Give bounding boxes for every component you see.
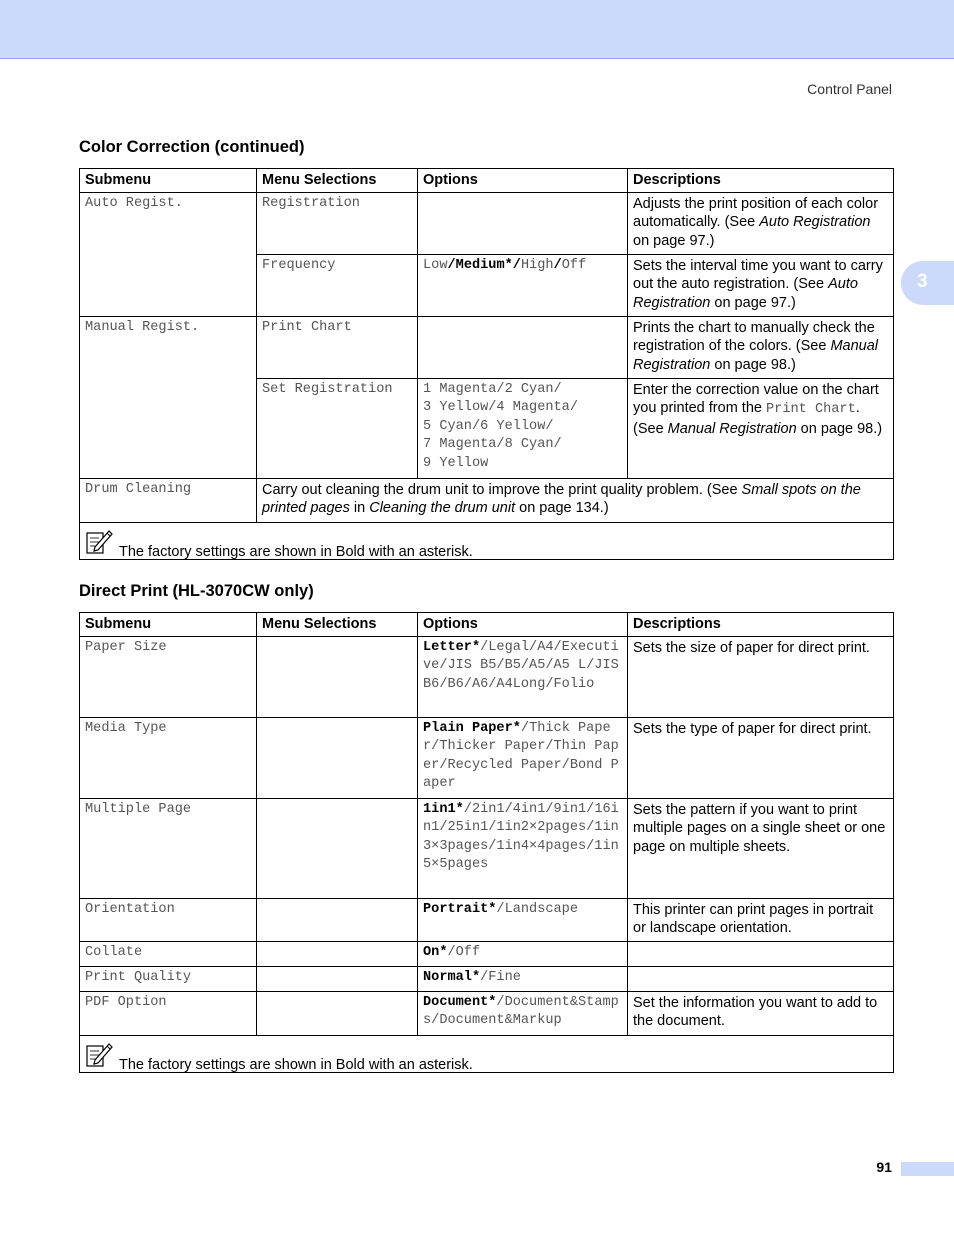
options-cell: Letter*/Legal/A4/Executive/JIS B5/B5/A5/A5 L/JIS B6/B6/A6/A4Long/Folio [418, 636, 628, 717]
chapter-number: 3 [917, 271, 928, 292]
direct-print-table [79, 612, 894, 1073]
options-cell: Plain Paper*/Thick Paper/Thicker Paper/Thin Paper/Recycled Paper/Bond Paper [418, 717, 628, 798]
options-cell [418, 316, 628, 378]
page-number: 91 [876, 1159, 892, 1175]
table-row [80, 941, 894, 966]
note-cell [80, 1035, 894, 1072]
description-cell: Sets the size of paper for direct print. [628, 636, 894, 717]
description-cell [628, 941, 894, 966]
column-header: Descriptions [628, 613, 894, 637]
column-header: Descriptions [628, 169, 894, 193]
table-row [80, 478, 894, 522]
section-title-color-correction: Color Correction (continued) [79, 138, 305, 156]
table-row [80, 898, 894, 941]
table-row [80, 192, 894, 254]
description-cell [628, 966, 894, 991]
description-cell: Prints the chart to manually check the registration of the colors. (See Manual Registration on page 98.) [628, 316, 894, 378]
note-pencil-icon [85, 528, 113, 556]
submenu-cell: Media Type [80, 717, 257, 798]
menu-selection-cell [257, 941, 418, 966]
description-cell: Adjusts the print position of each color automatically. (See Auto Registration on page 97.) [628, 192, 894, 254]
submenu-cell: Print Quality [80, 966, 257, 991]
description-cell: Set the information you want to add to the document. [628, 991, 894, 1035]
options-cell: On*/Off [418, 941, 628, 966]
submenu-cell: Paper Size [80, 636, 257, 717]
top-header-bar [0, 0, 954, 59]
note-cell [80, 522, 894, 559]
menu-selection-cell [257, 966, 418, 991]
options-cell: Normal*/Fine [418, 966, 628, 991]
description-cell: Sets the pattern if you want to print multiple pages on a single sheet or one page on multiple sheets. [628, 798, 894, 898]
options-cell [418, 192, 628, 254]
submenu-cell: PDF Option [80, 991, 257, 1035]
running-header: Control Panel [807, 81, 892, 97]
table-row [80, 798, 894, 898]
options-cell: 1 Magenta/2 Cyan/ 3 Yellow/4 Magenta/ 5 Cyan/6 Yellow/ 7 Magenta/8 Cyan/ 9 Yellow [418, 378, 628, 478]
menu-selection-cell: Registration [257, 192, 418, 254]
note-row [80, 1035, 894, 1072]
section-title-direct-print: Direct Print (HL-3070CW only) [79, 582, 314, 600]
table-row [80, 316, 894, 378]
table-row [80, 966, 894, 991]
description-cell: Sets the type of paper for direct print. [628, 717, 894, 798]
chapter-tab [901, 261, 954, 305]
column-header: Options [418, 169, 628, 193]
menu-selection-cell: Print Chart [257, 316, 418, 378]
column-header: Options [418, 613, 628, 637]
column-header: Menu Selections [257, 169, 418, 193]
table-row [80, 991, 894, 1035]
table-header-row [80, 169, 894, 193]
table-row [80, 636, 894, 717]
column-header: Submenu [80, 169, 257, 193]
menu-selection-cell [257, 798, 418, 898]
description-cell: Carry out cleaning the drum unit to improve the print quality problem. (See Small spots on the printed pages in Cleaning the drum unit on page 134.) [257, 478, 894, 522]
options-cell: Portrait*/Landscape [418, 898, 628, 941]
submenu-cell: Collate [80, 941, 257, 966]
note-pencil-icon [85, 1041, 113, 1069]
column-header: Submenu [80, 613, 257, 637]
description-cell: Sets the interval time you want to carry out the auto registration. (See Auto Registration on page 97.) [628, 254, 894, 316]
menu-selection-cell: Set Registration [257, 378, 418, 478]
color-correction-table [79, 168, 894, 560]
submenu-cell: Drum Cleaning [80, 478, 257, 522]
submenu-cell: Manual Regist. [80, 316, 257, 478]
options-cell: Low/Medium*/High/Off [418, 254, 628, 316]
table-header-row [80, 613, 894, 637]
description-cell: This printer can print pages in portrait or landscape orientation. [628, 898, 894, 941]
menu-selection-cell: Frequency [257, 254, 418, 316]
page-number-bar [901, 1162, 954, 1176]
menu-selection-cell [257, 636, 418, 717]
note-text: The factory settings are shown in Bold with an asterisk. [119, 543, 473, 560]
menu-selection-cell [257, 991, 418, 1035]
column-header: Menu Selections [257, 613, 418, 637]
submenu-cell: Auto Regist. [80, 192, 257, 316]
options-cell: Document*/Document&Stamps/Document&Markup [418, 991, 628, 1035]
description-cell: Enter the correction value on the chart you printed from the Print Chart. (See Manual Registration on page 98.) [628, 378, 894, 478]
submenu-cell: Multiple Page [80, 798, 257, 898]
note-text: The factory settings are shown in Bold with an asterisk. [119, 1056, 473, 1073]
menu-selection-cell [257, 898, 418, 941]
table-row [80, 717, 894, 798]
options-cell: 1in1*/2in1/4in1/9in1/16in1/25in1/1in2×2pages/1in3×3pages/1in4×4pages/1in5×5pages [418, 798, 628, 898]
submenu-cell: Orientation [80, 898, 257, 941]
menu-selection-cell [257, 717, 418, 798]
note-row [80, 522, 894, 559]
